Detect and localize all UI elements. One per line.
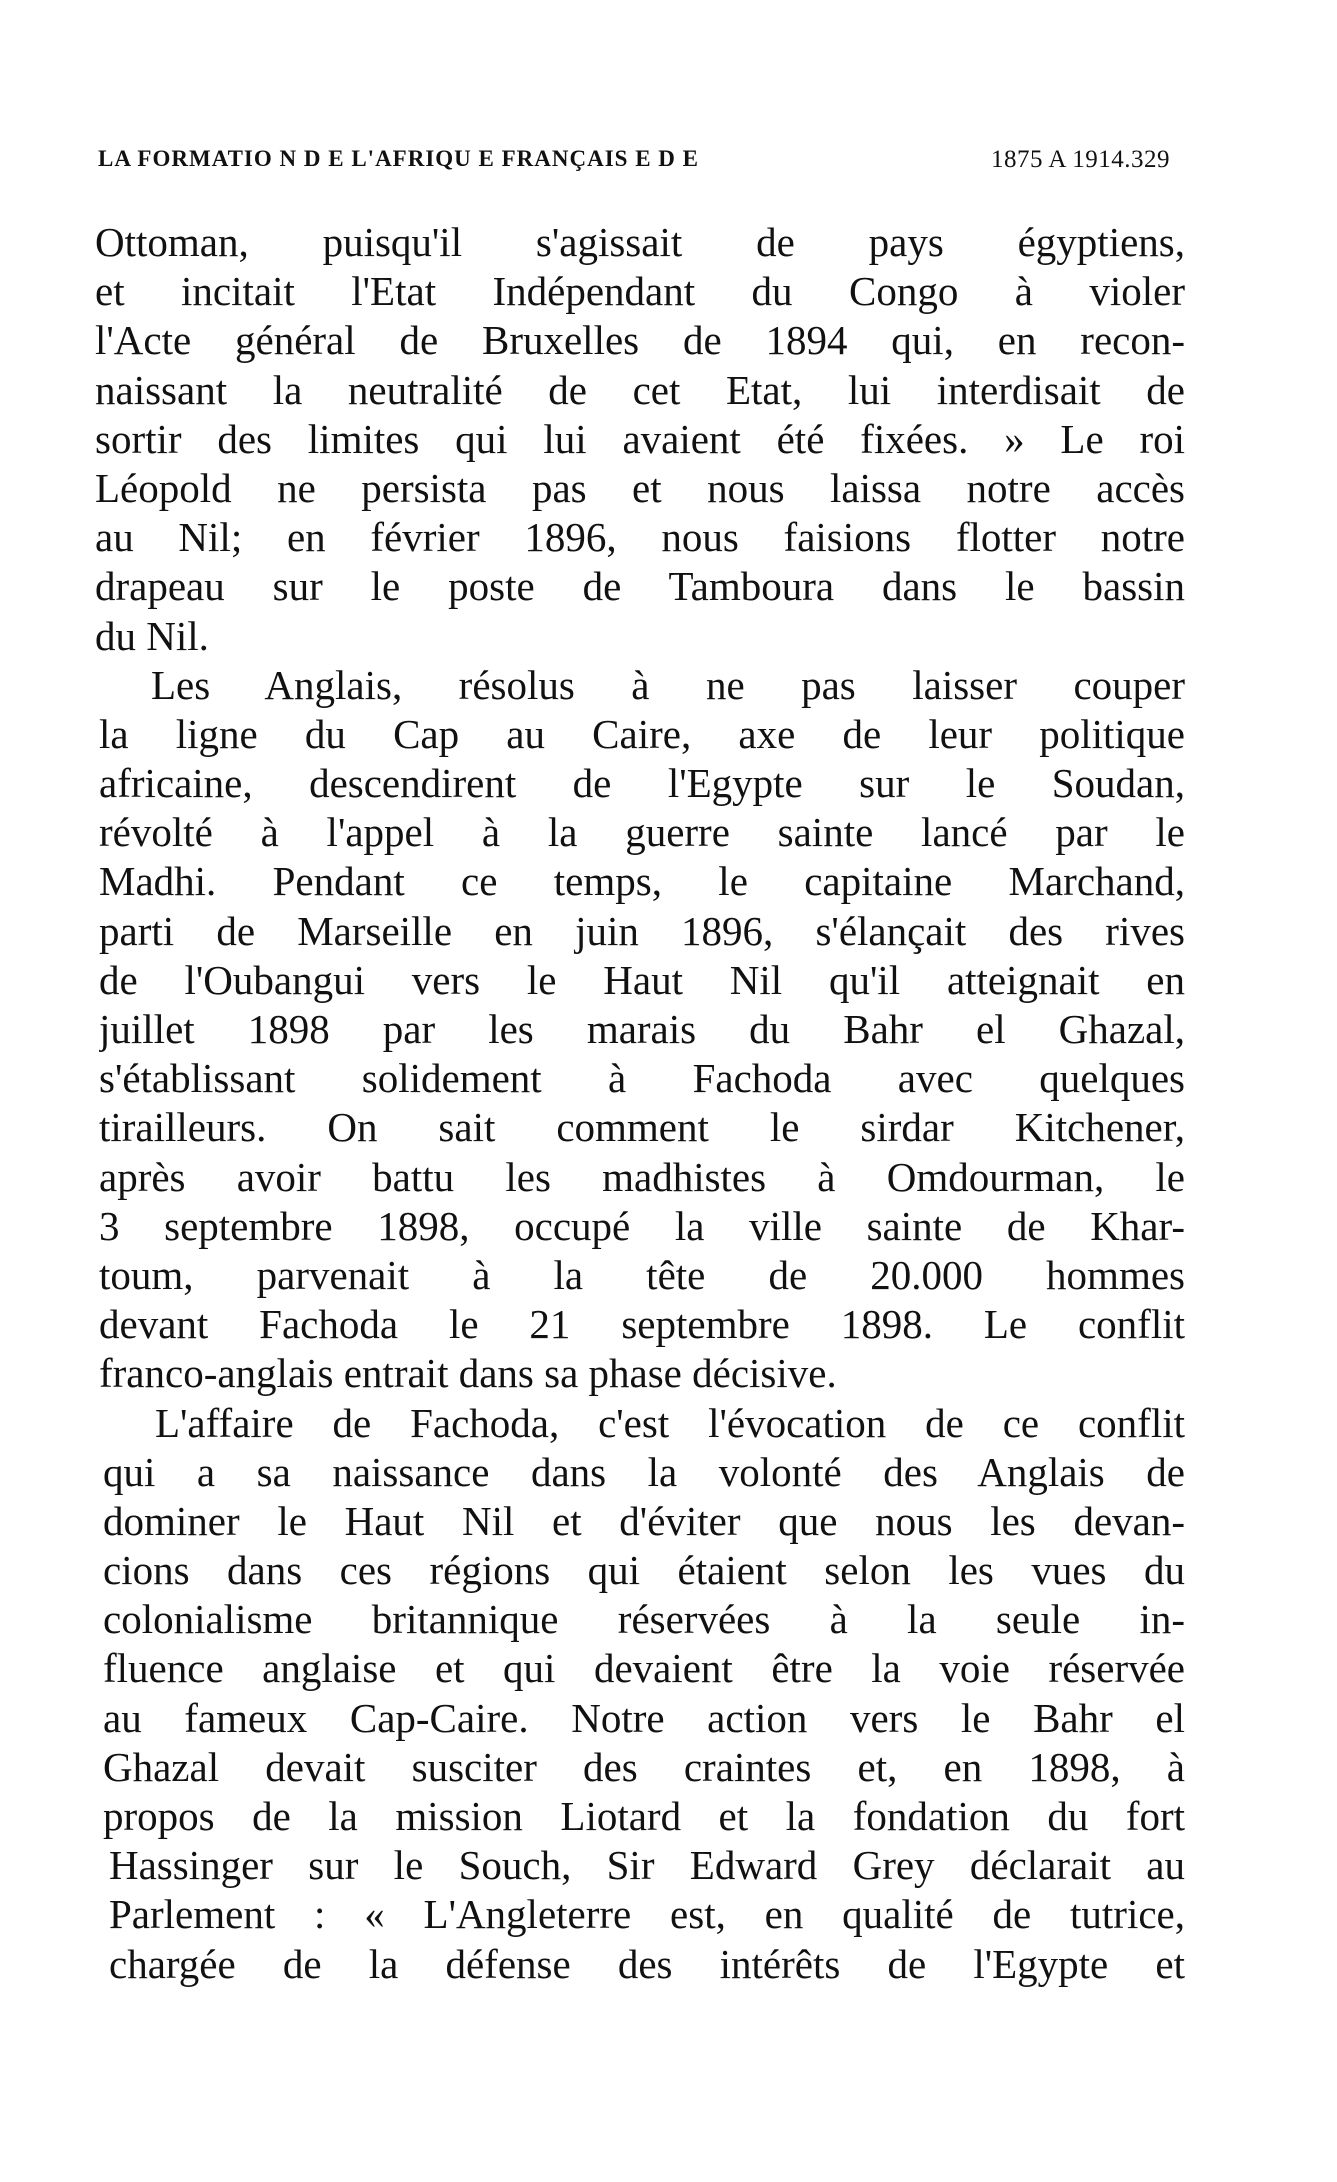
text-line: dominer le Haut Nil et d'éviter que nous les devan- (103, 1497, 1185, 1544)
paragraph-2 (95, 661, 1185, 1399)
text-line: chargée de la défense des intérêts de l'Egypte et (109, 1940, 1185, 1987)
text-line: propos de la mission Liotard et la fondation du fort (103, 1793, 1185, 1839)
running-head-title: LA FORMATIO N D E L'AFRIQU E FRANÇAIS E D E (98, 146, 700, 171)
text-line: après avoir battu les madhistes à Omdourman, le (99, 1153, 1185, 1200)
page-number: 329 (1131, 146, 1170, 173)
text-line: au Nil; en février 1896, nous faisions flotter notre (95, 514, 1185, 561)
text-line: cions dans ces régions qui étaient selon les vues du (103, 1547, 1185, 1594)
paragraph-3 (95, 1399, 1185, 1989)
text-line: africaine, descendirent de l'Egypte sur le Soudan, (99, 760, 1185, 807)
text-line: naissant la neutralité de cet Etat, lui interdisait de (95, 366, 1185, 413)
text-line: au fameux Cap-Caire. Notre action vers le Bahr el (103, 1694, 1185, 1741)
text-line: Madhi. Pendant ce temps, le capitaine Marchand, (99, 858, 1185, 905)
text-line: Ghazal devait susciter des craintes et, en 1898, à (103, 1743, 1185, 1790)
text-line: Léopold ne persista pas et nous laissa notre accès (95, 464, 1185, 511)
text-line: Les Anglais, résolus à ne pas laisser couper (151, 661, 1185, 708)
text-line: Hassinger sur le Souch, Sir Edward Grey déclarait au (109, 1842, 1185, 1889)
text-line: du Nil. (95, 612, 209, 659)
text-line: colonialisme britannique réservées à la seule in- (103, 1596, 1185, 1643)
text-line: drapeau sur le poste de Tamboura dans le bassin (95, 563, 1185, 610)
text-line: juillet 1898 par les marais du Bahr el Ghazal, (99, 1006, 1185, 1052)
text-line: qui a sa naissance dans la volonté des Anglais de (103, 1448, 1185, 1495)
running-head (98, 146, 1178, 180)
text-line: et incitait l'Etat Indépendant du Congo à violer (95, 268, 1185, 315)
text-line: L'affaire de Fachoda, c'est l'évocation de ce conflit (155, 1399, 1185, 1446)
text-line: fluence anglaise et qui devaient être la voie réservée (103, 1645, 1185, 1692)
text-line: toum, parvenait à la tête de 20.000 hommes (99, 1251, 1185, 1298)
text-line: Parlement : « L'Angleterre est, en qualité de tutrice, (109, 1891, 1185, 1938)
text-line: révolté à l'appel à la guerre sainte lancé par le (99, 809, 1185, 856)
running-head-years: 1875 A 1914. (991, 146, 1132, 173)
text-line: franco-anglais entrait dans sa phase décisive. (99, 1350, 837, 1397)
text-line: sortir des limites qui lui avaient été fixées. » Le roi (95, 415, 1185, 462)
text-line: tirailleurs. On sait comment le sirdar Kitchener, (99, 1104, 1185, 1151)
text-line: l'Acte général de Bruxelles de 1894 qui, en recon- (95, 317, 1185, 364)
text-line: 3 septembre 1898, occupé la ville sainte de Khar- (99, 1202, 1185, 1249)
text-line: devant Fachoda le 21 septembre 1898. Le conflit (99, 1301, 1185, 1348)
text-line: la ligne du Cap au Caire, axe de leur politique (99, 710, 1185, 757)
text-line: s'établissant solidement à Fachoda avec quelques (99, 1055, 1185, 1102)
paragraph-1 (95, 218, 1185, 661)
text-line: de l'Oubangui vers le Haut Nil qu'il atteignait en (99, 956, 1185, 1003)
text-line: Ottoman, puisqu'il s'agissait de pays égyptiens, (95, 219, 1185, 265)
text-line: parti de Marseille en juin 1896, s'élançait des rives (99, 907, 1185, 954)
body-text (95, 218, 1185, 1989)
